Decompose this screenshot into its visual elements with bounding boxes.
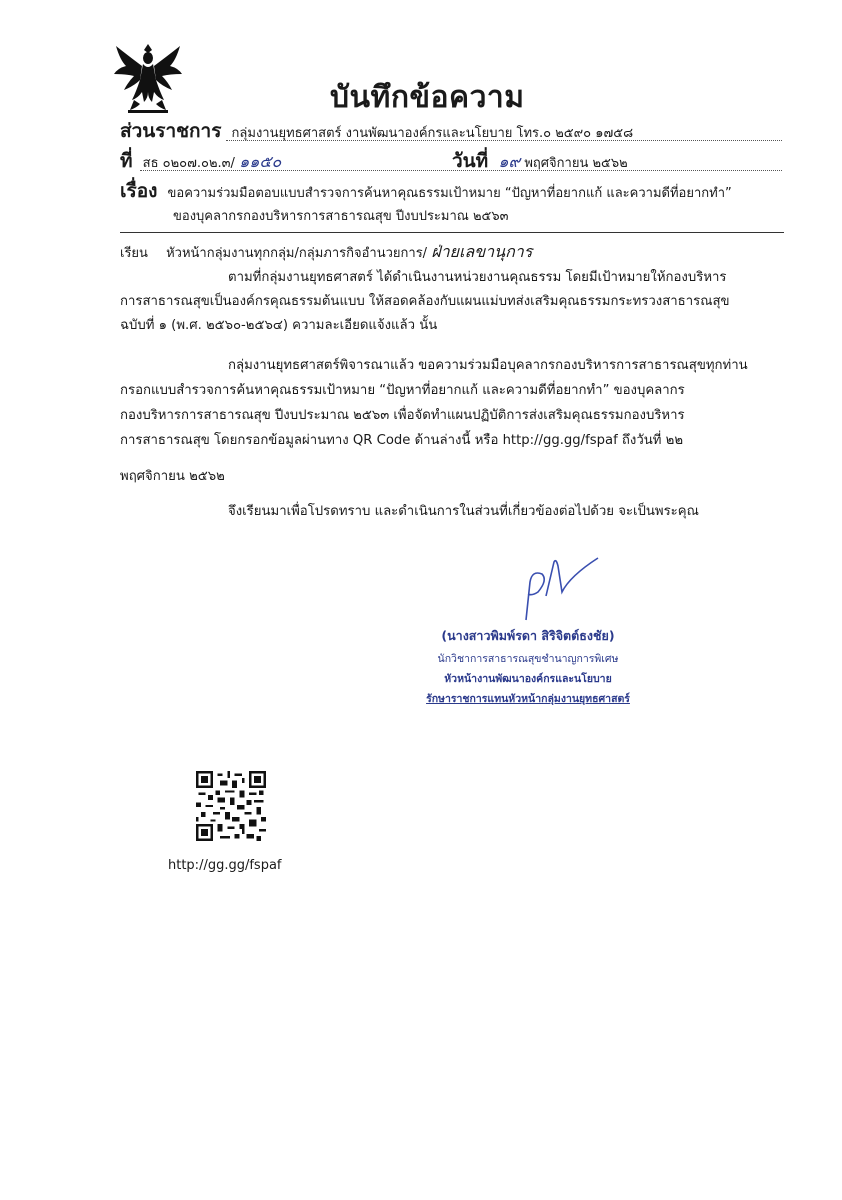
p2-line-3: กองบริหารการสาธารณสุข ปีงบประมาณ ๒๕๖๓ เพื่อจัดทำแผนปฏิบัติการส่งเสริมคุณธรรมกองบริหาร — [120, 408, 685, 423]
subject-value-1: ขอความร่วมมือตอบแบบสำรวจการค้นหาคุณธรรมเป้าหมาย “ปัญหาที่อยากแก้ และความดีที่อยากทำ” — [167, 186, 732, 201]
to-handwritten: ฝ่ายเลขานุการ — [431, 242, 533, 261]
ref-handwritten: ๑๑๕๐ — [239, 152, 282, 171]
p1-line-3: ฉบับที่ ๑ (พ.ศ. ๒๕๖๐-๒๕๖๔) ความละเอียดแจ้งแล้ว นั้น — [120, 318, 438, 333]
qr-url-link[interactable]: http://gg.gg/fspaf — [168, 858, 282, 873]
subject-rule — [120, 232, 784, 233]
signer-position-1: นักวิชาการสาธารณสุขชำนาญการพิเศษ — [437, 653, 619, 665]
to-label: เรียน — [120, 246, 148, 261]
p2-line-2: กรอกแบบสำรวจการค้นหาคุณธรรมเป้าหมาย “ปัญหาที่อยากแก้ และความดีที่อยากทำ” ของบุคลากร — [120, 383, 685, 398]
ref-line — [120, 146, 281, 176]
signer-name: (นางสาวพิมพ์รดา สิริจิตต์ธงชัย) — [441, 628, 615, 643]
agency-label: ส่วนราชการ — [120, 120, 222, 142]
subject-line-2 — [173, 205, 509, 226]
memo-title: บันทึกข้อความ — [330, 80, 525, 115]
agency-dotted-line — [226, 140, 782, 141]
subject-label: เรื่อง — [120, 180, 158, 202]
agency-line — [120, 116, 633, 146]
date-line — [452, 146, 628, 176]
signature-scribble-icon — [508, 552, 604, 624]
p1-line-2: การสาธารณสุขเป็นองค์กรคุณธรรมต้นแบบ ให้สอดคล้องกับแผนแม่บทส่งเสริมคุณธรรมกระทรวงสาธารณสุข — [120, 294, 730, 309]
date-label: วันที่ — [452, 150, 489, 172]
qr-code-icon[interactable] — [196, 771, 266, 841]
ref-label: ที่ — [120, 150, 133, 172]
signer-position-3: รักษาราชการแทนหัวหน้ากลุ่มงานยุทธศาสตร์ — [426, 693, 630, 705]
agency-value: กลุ่มงานยุทธศาสตร์ งานพัฒนาองค์กรและนโยบาย โทร.๐ ๒๕๙๐ ๑๗๕๘ — [231, 126, 634, 141]
garuda-emblem-icon — [112, 40, 184, 118]
p1-line-1: ตามที่กลุ่มงานยุทธศาสตร์ ได้ดำเนินงานหน่วยงานคุณธรรม โดยมีเป้าหมายให้กองบริหาร — [228, 270, 727, 285]
to-value: หัวหน้ากลุ่มงานทุกกลุ่ม/กลุ่มภารกิจอำนวยการ/ — [166, 246, 428, 261]
date-handwritten: ๑๙ — [498, 152, 521, 171]
p2-line-5: พฤศจิกายน ๒๕๖๒ — [120, 469, 225, 484]
subject-line — [120, 176, 732, 206]
ref-value: สธ ๐๒๐๗.๐๒.๓/ — [142, 156, 235, 171]
date-value: พฤศจิกายน ๒๕๖๒ — [524, 156, 628, 171]
signature-block — [408, 626, 648, 707]
subject-value-2: ของบุคลากรกองบริหารการสาธารณสุข ปีงบประมาณ ๒๕๖๓ — [173, 209, 509, 224]
p2-line-4: การสาธารณสุข โดยกรอกข้อมูลผ่านทาง QR Code ด้านล่างนี้ หรือ http://gg.gg/fspaf ถึงวันที่ ๒๒ — [120, 433, 684, 448]
to-line — [120, 240, 532, 265]
signer-position-2: หัวหน้างานพัฒนาองค์กรและนโยบาย — [444, 673, 612, 685]
p2-line-1: กลุ่มงานยุทธศาสตร์พิจารณาแล้ว ขอความร่วมมือบุคลากรกองบริหารการสาธารณสุขทุกท่าน — [228, 358, 748, 373]
closing-line: จึงเรียนมาเพื่อโปรดทราบ และดำเนินการในส่วนที่เกี่ยวข้องต่อไปด้วย จะเป็นพระคุณ — [228, 504, 699, 519]
ref-dotted-line — [140, 170, 782, 171]
